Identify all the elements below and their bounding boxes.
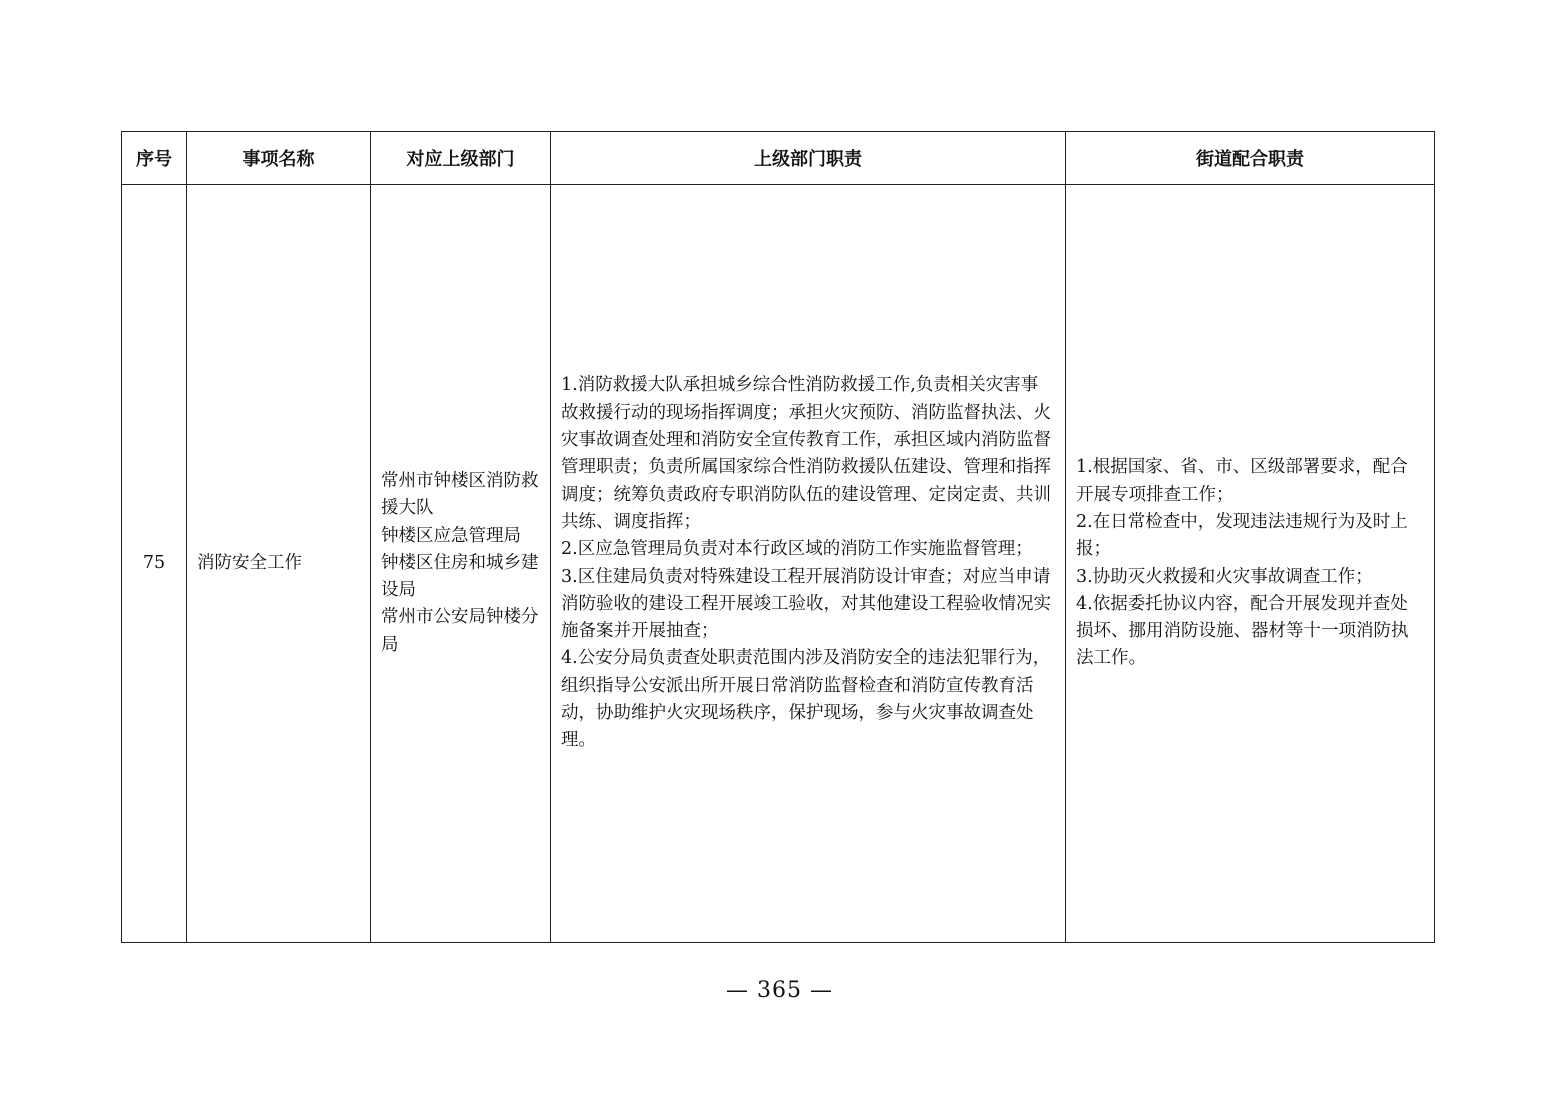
responsibility-table (121, 131, 1435, 943)
table-row (122, 185, 1435, 943)
header-number: 序号 (122, 132, 187, 185)
row-number: 75 (122, 185, 187, 943)
department-3: 钟楼区住房和城乡建设局 (381, 552, 539, 601)
header-street-cooperation: 街道配合职责 (1066, 132, 1435, 185)
header-item-name: 事项名称 (187, 132, 371, 185)
page-number: — 365 — (726, 978, 833, 1003)
responsibility-3: 3.区住建局负责对特殊建设工程开展消防设计审查；对应当申请消防验收的建设工程开展竣工验收，对其他建设工程验收情况实施备案并开展抽查； (561, 566, 1051, 642)
cooperation-3: 3.协助灭火救援和火灾事故调查工作； (1076, 566, 1373, 587)
responsibility-2: 2.区应急管理局负责对本行政区域的消防工作实施监督管理； (561, 539, 1033, 560)
cooperation-1: 1.根据国家、省、市、区级部署要求，配合开展专项排查工作； (1076, 457, 1408, 505)
row-item-name: 消防安全工作 (187, 185, 371, 943)
row-superior-responsibilities (551, 185, 1066, 943)
row-departments (371, 185, 551, 943)
cooperation-2: 2.在日常检查中，发现违法违规行为及时上报； (1076, 511, 1408, 560)
department-2: 钟楼区应急管理局 (381, 525, 521, 546)
responsibility-1: 1.消防救援大队承担城乡综合性消防救援工作,负责相关灾害事故救援行动的现场指挥调度；承担火灾预防、消防监督执法、火灾事故调查处理和消防安全宣传教育工作，承担区域内消防监督管理职责；负责所属国家综合性消防救援队伍建设、管理和指挥调度；统筹负责政府专职消防队伍的建设管理、定岗定责、共训共练、调度指挥； (561, 375, 1051, 532)
row-street-cooperation (1066, 185, 1435, 943)
department-4: 常州市公安局钟楼分局 (381, 607, 539, 655)
header-superior-department: 对应上级部门 (371, 132, 551, 185)
table-header-row (122, 132, 1435, 185)
responsibility-4: 4.公安分局负责查处职责范围内涉及消防安全的违法犯罪行为，组织指导公安派出所开展日常消防监督检查和消防宣传教育活动，协助维护火灾现场秩序，保护现场，参与火灾事故调查处理。 (561, 648, 1051, 751)
header-superior-responsibilities: 上级部门职责 (551, 132, 1066, 185)
cooperation-4: 4.依据委托协议内容，配合开展发现并查处损坏、挪用消防设施、器材等十一项消防执法工作。 (1076, 593, 1409, 669)
department-1: 常州市钟楼区消防救援大队 (381, 470, 539, 519)
